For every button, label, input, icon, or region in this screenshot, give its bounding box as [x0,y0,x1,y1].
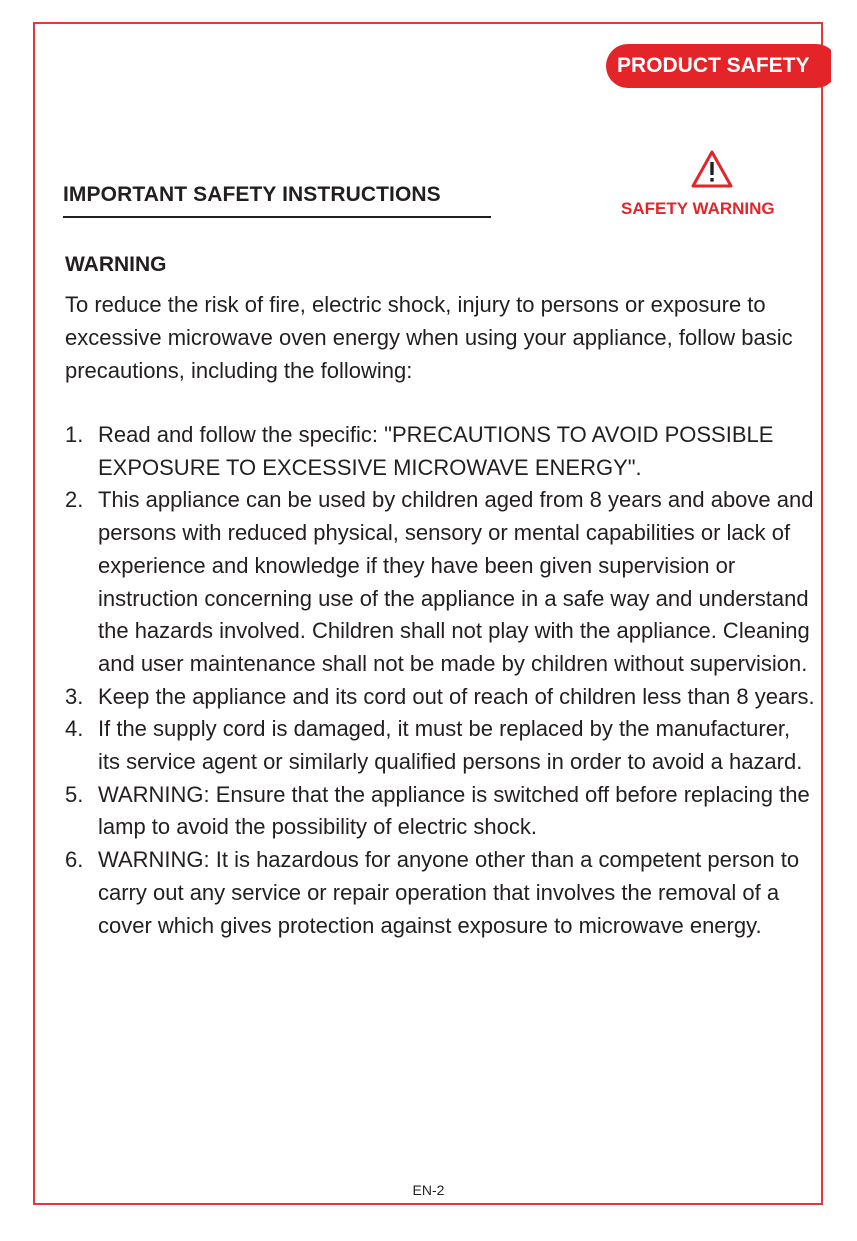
list-item [65,779,815,844]
list-item-text: WARNING: It is hazardous for anyone other than a competent person to carry out any service or repair operation that involves the removal of a cover which gives protection against exposure to microwave energy. [98,847,800,938]
section-tag: PRODUCT SAFETY [606,44,838,88]
list-item-number: 3. [65,683,84,709]
list-item-text: Keep the appliance and its cord out of reach of children less than 8 years. [98,683,815,709]
list-item-number: 4. [65,716,84,742]
list-item-text: WARNING: Ensure that the appliance is switched off before replacing the lamp to avoid the possibility of electric shock. [98,781,810,840]
list-item-text: Read and follow the specific: "PRECAUTIONS TO AVOID POSSIBLE EXPOSURE TO EXCESSIVE MICROWAVE ENERGY". [98,422,774,480]
list-item-number: 6. [65,847,84,873]
list-item [65,419,815,484]
warning-triangle-icon [690,149,734,189]
page-edge [831,0,857,1241]
instruction-list [65,419,815,942]
list-item-text: If the supply cord is damaged, it must be replaced by the manufacturer, its service agent or similarly qualified persons in order to avoid a hazard. [98,716,803,775]
list-item-number: 1. [65,422,84,447]
page-number: EN-2 [412,1182,445,1198]
safety-warning-label: SAFETY WARNING [621,199,775,218]
list-item [65,844,815,942]
list-item [65,681,815,714]
warning-heading: WARNING [65,253,167,276]
page-title: IMPORTANT SAFETY INSTRUCTIONS [63,183,441,206]
list-item [65,484,815,680]
list-item-number: 2. [65,487,84,513]
list-item [65,713,815,778]
title-underline [63,216,491,218]
intro-paragraph: To reduce the risk of fire, electric shock, injury to persons or exposure to excessive microwave oven energy when using your appliance, follow basic precautions, including the following: [65,292,793,383]
list-item-number: 5. [65,781,84,807]
list-item-text: This appliance can be used by children aged from 8 years and above and persons with reduced physical, sensory or mental capabilities or lack of experience and knowledge if they have been given supervision or instruction concerning use of the appliance in a safe way and understand the hazards involved. Children shall not play with the appliance. Cleaning and user maintenance shall not be made by children without supervision. [98,487,814,676]
